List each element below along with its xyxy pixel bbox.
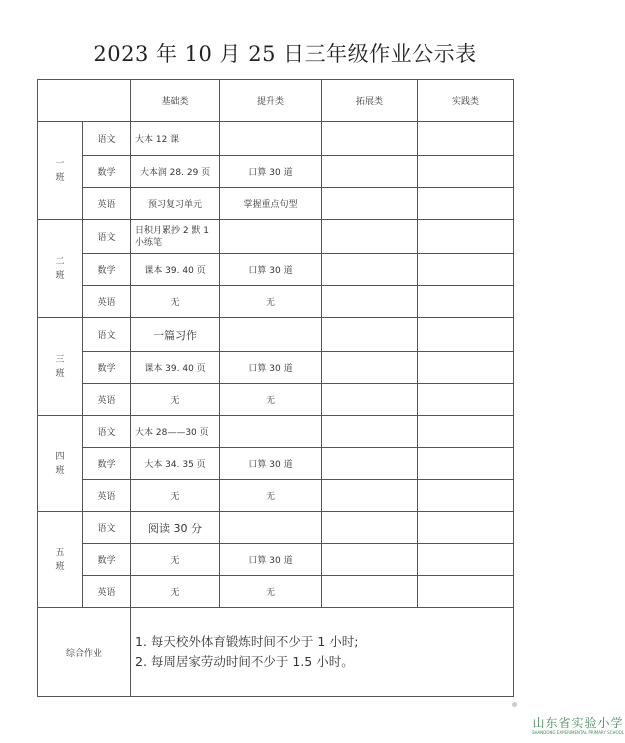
- practice-cell: [418, 576, 514, 608]
- school-logo: [532, 716, 624, 740]
- extend-cell: [322, 384, 418, 416]
- practice-cell: [418, 254, 514, 286]
- basic-cell: 大本 12 课: [131, 122, 220, 156]
- class-label: 二 班: [38, 220, 83, 318]
- improve-cell: [220, 512, 322, 544]
- col-header-basic: 基础类: [131, 80, 220, 122]
- practice-cell: [418, 156, 514, 188]
- basic-cell: 无: [131, 286, 220, 318]
- basic-cell: 无: [131, 480, 220, 512]
- improve-cell: 无: [220, 384, 322, 416]
- summary-content: [131, 608, 514, 697]
- extend-cell: [322, 318, 418, 352]
- subject-cell: 英语: [83, 188, 131, 220]
- extend-cell: [322, 188, 418, 220]
- table-row: [38, 318, 514, 352]
- col-header-extend: 拓展类: [322, 80, 418, 122]
- table-row: [38, 220, 514, 254]
- practice-cell: [418, 318, 514, 352]
- corner-cell: [38, 80, 131, 122]
- improve-cell: 口算 30 道: [220, 352, 322, 384]
- summary-row: [38, 608, 514, 697]
- extend-cell: [322, 286, 418, 318]
- class-label: 五 班: [38, 512, 83, 608]
- extend-cell: [322, 576, 418, 608]
- table-row: [38, 448, 514, 480]
- improve-cell: 口算 30 道: [220, 448, 322, 480]
- subject-cell: 数学: [83, 544, 131, 576]
- practice-cell: [418, 188, 514, 220]
- basic-cell: 预习复习单元: [131, 188, 220, 220]
- extend-cell: [322, 352, 418, 384]
- basic-cell: 无: [131, 544, 220, 576]
- table-row: [38, 416, 514, 448]
- table-row: [38, 286, 514, 318]
- practice-cell: [418, 448, 514, 480]
- homework-table: [37, 79, 514, 697]
- improve-cell: 无: [220, 576, 322, 608]
- improve-cell: 掌握重点句型: [220, 188, 322, 220]
- improve-cell: 无: [220, 286, 322, 318]
- table-row: [38, 156, 514, 188]
- practice-cell: [418, 544, 514, 576]
- practice-cell: [418, 286, 514, 318]
- extend-cell: [322, 480, 418, 512]
- class-label: 四 班: [38, 416, 83, 512]
- basic-cell: 日积月累抄 2 默 1 小练笔: [131, 220, 220, 254]
- basic-cell: 大本 28——30 页: [131, 416, 220, 448]
- basic-cell: 一篇习作: [131, 318, 220, 352]
- basic-cell: 无: [131, 384, 220, 416]
- subject-cell: 数学: [83, 156, 131, 188]
- extend-cell: [322, 416, 418, 448]
- improve-cell: [220, 220, 322, 254]
- col-header-improve: 提升类: [220, 80, 322, 122]
- basic-cell: 大本 34. 35 页: [131, 448, 220, 480]
- subject-cell: 英语: [83, 384, 131, 416]
- header-row: [38, 80, 514, 122]
- basic-cell: 大本润 28. 29 页: [131, 156, 220, 188]
- table-row: [38, 122, 514, 156]
- table-row: [38, 254, 514, 286]
- corner-dot: [512, 702, 517, 707]
- table-row: [38, 480, 514, 512]
- table-row: [38, 544, 514, 576]
- subject-cell: 语文: [83, 318, 131, 352]
- summary-line: 2. 每周居家劳动时间不少于 1.5 小时。: [135, 654, 354, 669]
- practice-cell: [418, 480, 514, 512]
- basic-cell: 阅读 30 分: [131, 512, 220, 544]
- practice-cell: [418, 122, 514, 156]
- subject-cell: 数学: [83, 448, 131, 480]
- extend-cell: [322, 156, 418, 188]
- improve-cell: 口算 30 道: [220, 156, 322, 188]
- table-row: [38, 576, 514, 608]
- extend-cell: [322, 122, 418, 156]
- practice-cell: [418, 512, 514, 544]
- basic-cell: 课本 39. 40 页: [131, 254, 220, 286]
- improve-cell: [220, 122, 322, 156]
- logo-subtext: SHANDONG EXPERIMENTAL PRIMARY SCHOOL: [532, 730, 625, 735]
- class-label: 一 班: [38, 122, 83, 220]
- subject-cell: 语文: [83, 220, 131, 254]
- practice-cell: [418, 384, 514, 416]
- improve-cell: [220, 416, 322, 448]
- subject-cell: 英语: [83, 576, 131, 608]
- practice-cell: [418, 416, 514, 448]
- improve-cell: 口算 30 道: [220, 544, 322, 576]
- improve-cell: 无: [220, 480, 322, 512]
- practice-cell: [418, 220, 514, 254]
- basic-cell: 无: [131, 576, 220, 608]
- table-row: [38, 352, 514, 384]
- table-row: [38, 384, 514, 416]
- improve-cell: 口算 30 道: [220, 254, 322, 286]
- col-header-practice: 实践类: [418, 80, 514, 122]
- table-row: [38, 512, 514, 544]
- table-row: [38, 188, 514, 220]
- page-title: 2023 年 10 月 25 日三年级作业公示表: [93, 42, 477, 66]
- subject-cell: 数学: [83, 254, 131, 286]
- subject-cell: 语文: [83, 122, 131, 156]
- extend-cell: [322, 448, 418, 480]
- subject-cell: 语文: [83, 416, 131, 448]
- subject-cell: 语文: [83, 512, 131, 544]
- summary-label: 综合作业: [38, 608, 131, 697]
- logo-text: 山东省实验小学: [532, 716, 624, 730]
- subject-cell: 英语: [83, 480, 131, 512]
- extend-cell: [322, 544, 418, 576]
- subject-cell: 数学: [83, 352, 131, 384]
- basic-cell: 课本 39. 40 页: [131, 352, 220, 384]
- improve-cell: [220, 318, 322, 352]
- practice-cell: [418, 352, 514, 384]
- extend-cell: [322, 254, 418, 286]
- extend-cell: [322, 220, 418, 254]
- class-label: 三 班: [38, 318, 83, 416]
- subject-cell: 英语: [83, 286, 131, 318]
- summary-line: 1. 每天校外体育锻炼时间不少于 1 小时;: [135, 634, 359, 649]
- extend-cell: [322, 512, 418, 544]
